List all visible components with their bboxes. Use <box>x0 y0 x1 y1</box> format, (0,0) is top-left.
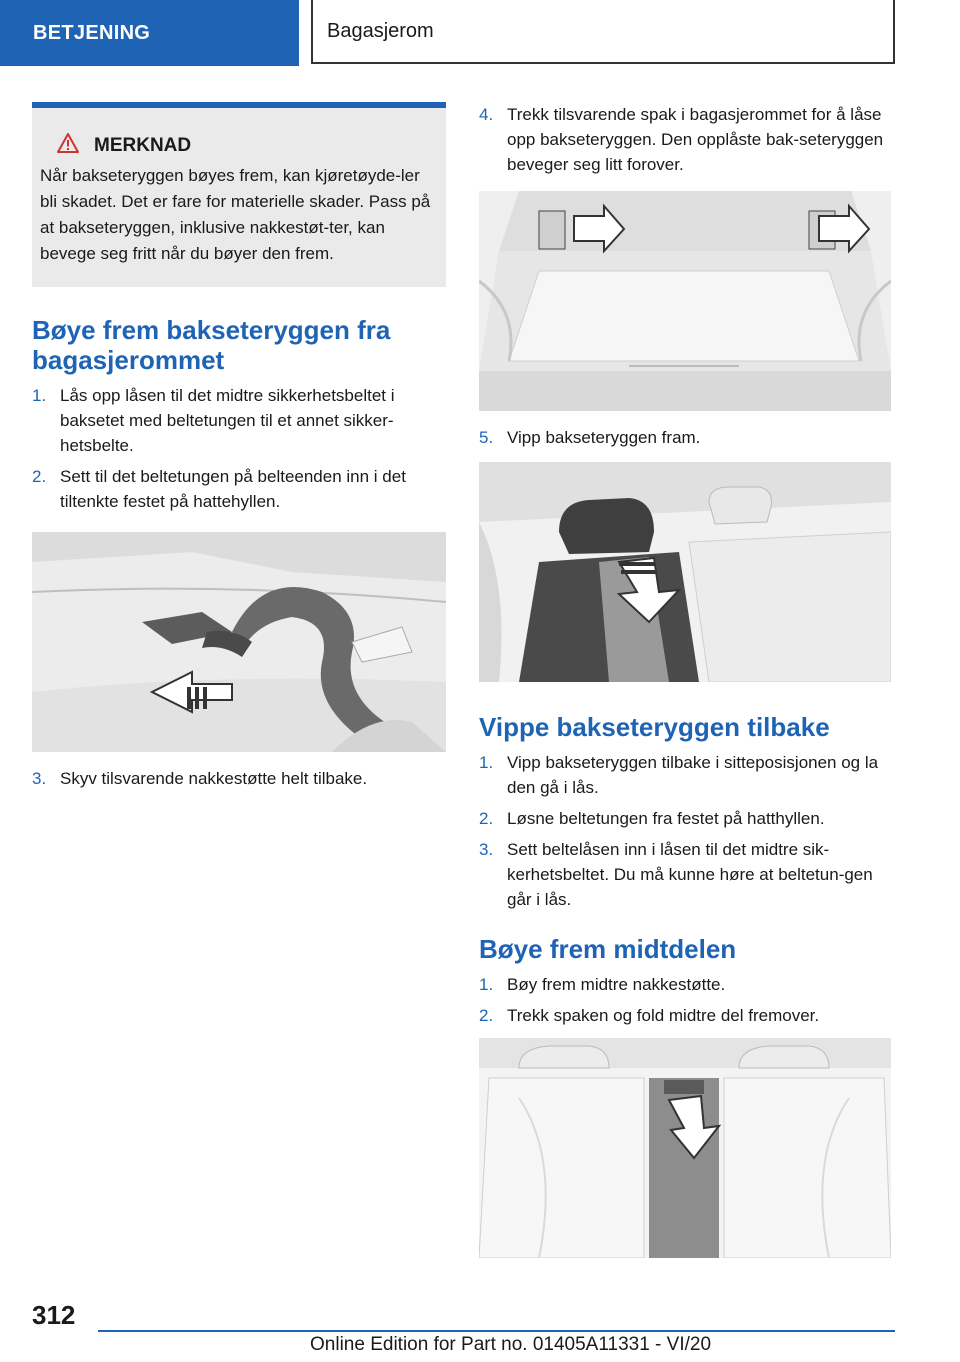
notice-text: Når bakseteryggen bøyes frem, kan kjøretøyde-ler bli skadet. Det er fare for materielle skader. Pass på at bakseteryggen, inklusive nakkestøt-ter, kan bevege seg fritt når du bøyer den frem. <box>40 166 431 263</box>
list-item: 5. Vipp bakseteryggen fram. <box>479 428 701 447</box>
section-tab: BETJENING <box>0 0 299 66</box>
list-item: 1. Vipp bakseteryggen tilbake i sitteposisjonen og la den gå i lås. <box>479 753 879 797</box>
right-column <box>479 102 891 1258</box>
steps-fold-from-trunk-c <box>479 102 891 177</box>
notice-title: MERKNAD <box>94 134 192 156</box>
page-header <box>0 0 960 66</box>
list-item: 3. Sett beltelåsen inn i låsen til det midtre sik-kerhetsbeltet. Du må kunne høre at beltetun-gen går i lås. <box>479 840 873 909</box>
list-item: 1. Lås opp låsen til det midtre sikkerhetsbeltet i baksetet med beltetungen til et annet sikker-hetsbelte. <box>32 386 395 455</box>
warning-icon <box>56 132 80 159</box>
figure-fold-center <box>479 1038 891 1258</box>
page-number: 312 <box>32 1300 76 1330</box>
list-item: 1. Bøy frem midtre nakkestøtte. <box>479 975 726 994</box>
steps-fold-center <box>479 972 891 1028</box>
steps-fold-back <box>479 750 891 912</box>
notice-box <box>32 102 446 287</box>
edition-footer: Online Edition for Part no. 01405A11331 - VI/20 <box>310 1334 712 1355</box>
chapter-title: Bagasjerom <box>311 0 895 64</box>
list-item: 4. Trekk tilsvarende spak i bagasjerommet for å låse opp bakseteryggen. Den opplåste bak-seteryggen beveger seg litt forover. <box>479 105 884 174</box>
steps-fold-from-trunk-b <box>32 766 446 791</box>
list-item: 2. Løsne beltetungen fra festet på hatthyllen. <box>479 809 825 828</box>
figure-belt-strap <box>32 532 446 752</box>
footer-divider <box>98 1330 895 1332</box>
heading-fold-center: Bøye frem midtdelen <box>479 934 737 964</box>
list-item: 3. Skyv tilsvarende nakkestøtte helt tilbake. <box>32 769 368 788</box>
notice-header <box>56 132 436 159</box>
heading-fold-from-trunk: Bøye frem bakseteryggen fra bagasjerommet <box>32 315 391 375</box>
figure-trunk-levers <box>479 191 891 411</box>
left-column <box>32 102 446 797</box>
list-item: 2. Trekk spaken og fold midtre del fremover. <box>479 1006 820 1025</box>
steps-fold-from-trunk-d <box>479 425 891 450</box>
heading-fold-back: Vippe bakseteryggen tilbake <box>479 712 830 742</box>
steps-fold-from-trunk-a <box>32 383 446 514</box>
figure-fold-seatback <box>479 462 891 682</box>
list-item: 2. Sett til det beltetungen på belteenden inn i det tiltenkte festet på hattehyllen. <box>32 467 406 511</box>
